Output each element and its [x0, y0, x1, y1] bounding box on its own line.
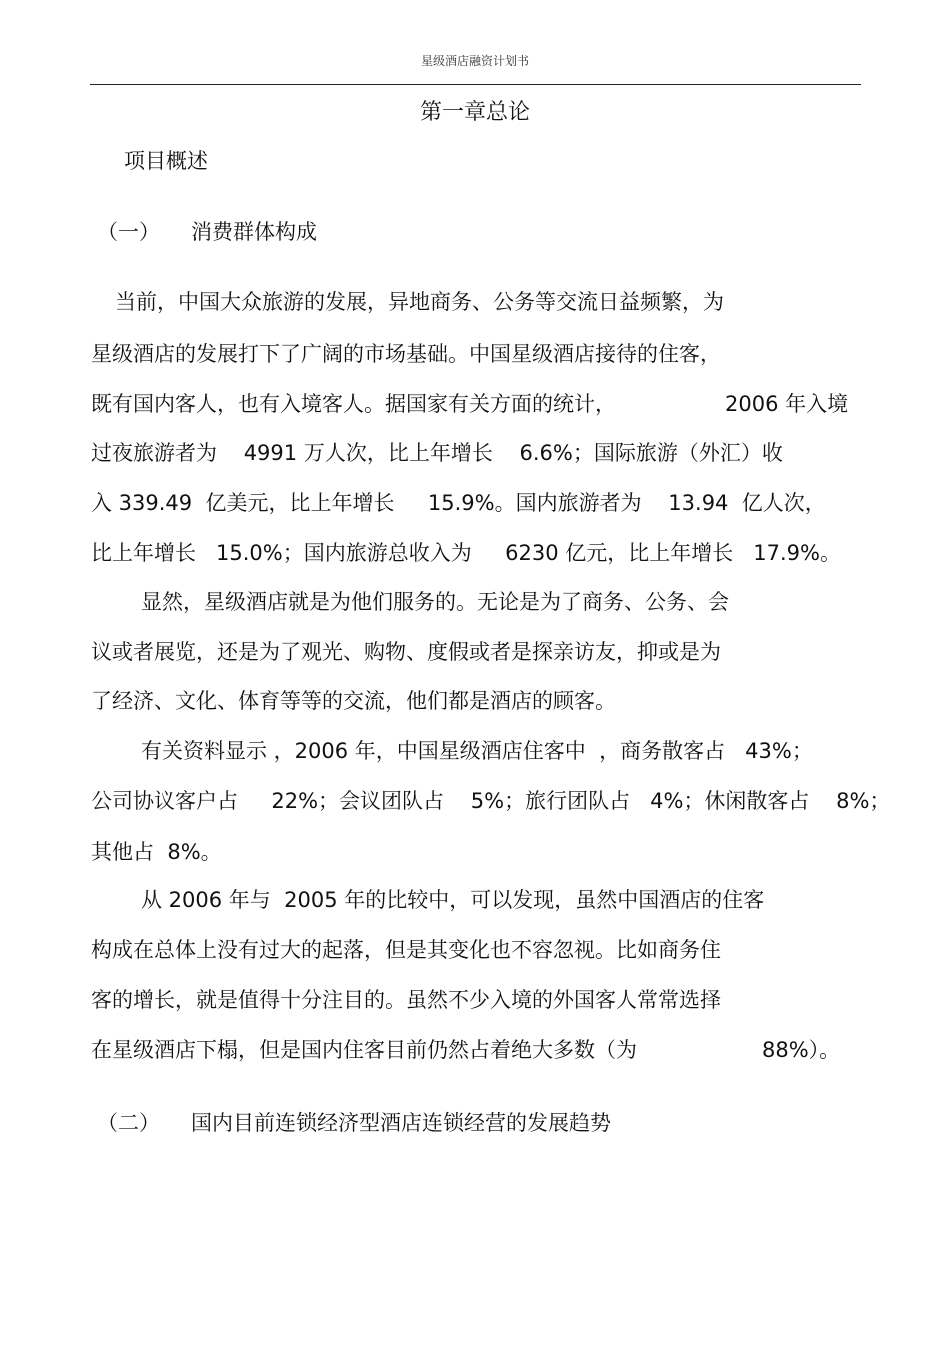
- section1-title: 消费群体构成: [191, 220, 317, 244]
- paragraph-line: 公司协议客户占 22%；会议团队占 5%；旅行团队占 4%；休闲散客占 8%；: [91, 789, 891, 813]
- paragraph-line: 议或者展览，还是为了观光、购物、度假或者是探亲访友，抑或是为: [91, 640, 721, 664]
- overview-heading: 项目概述: [124, 149, 208, 173]
- header-rule: [90, 84, 861, 85]
- paragraph-line: 过夜旅游者为 4991 万人次，比上年增长 6.6%；国际旅游（外汇）收: [91, 441, 783, 465]
- paragraph-line: 入 339.49 亿美元，比上年增长 15.9%。国内旅游者为 13.94 亿人次，: [91, 491, 826, 515]
- paragraph-line: 比上年增长 15.0%；国内旅游总收入为 6230 亿元，比上年增长 17.9%。: [91, 541, 841, 565]
- paragraph-line: 其他占 8%。: [91, 840, 222, 864]
- paragraph-line: 88%）。: [762, 1038, 841, 1062]
- page-header: 星级酒店融资计划书: [420, 54, 529, 68]
- paragraph-line: 构成在总体上没有过大的起落，但是其变化也不容忽视。比如商务住: [91, 938, 721, 962]
- paragraph-line: 当前，中国大众旅游的发展，异地商务、公务等交流日益频繁，为: [115, 290, 724, 314]
- section2-title: 国内目前连锁经济型酒店连锁经营的发展趋势: [191, 1111, 611, 1135]
- paragraph-line: 既有国内客人，也有入境客人。据国家有关方面的统计，: [91, 392, 616, 416]
- paragraph-line: 星级酒店的发展打下了广阔的市场基础。中国星级酒店接待的住客，: [91, 342, 721, 366]
- paragraph-line: 有关资料显示 ，2006 年，中国星级酒店住客中 ，商务散客占 43%；: [141, 739, 813, 763]
- section1-number: （一）: [97, 220, 160, 244]
- paragraph-line: 在星级酒店下榻，但是国内住客目前仍然占着绝大多数（为: [91, 1038, 637, 1062]
- paragraph-line: 客的增长，就是值得十分注目的。虽然不少入境的外国客人常常选择: [91, 988, 721, 1012]
- paragraph-line: 从 2006 年与 2005 年的比较中，可以发现，虽然中国酒店的住客: [141, 888, 765, 912]
- section2-number: （二）: [97, 1111, 160, 1135]
- paragraph-line: 显然，星级酒店就是为他们服务的。无论是为了商务、公务、会: [141, 590, 729, 614]
- chapter-title: 第一章总论: [419, 100, 530, 125]
- paragraph-line: 2006 年入境: [725, 392, 849, 416]
- paragraph-line: 了经济、文化、体育等等的交流，他们都是酒店的顾客。: [91, 689, 616, 713]
